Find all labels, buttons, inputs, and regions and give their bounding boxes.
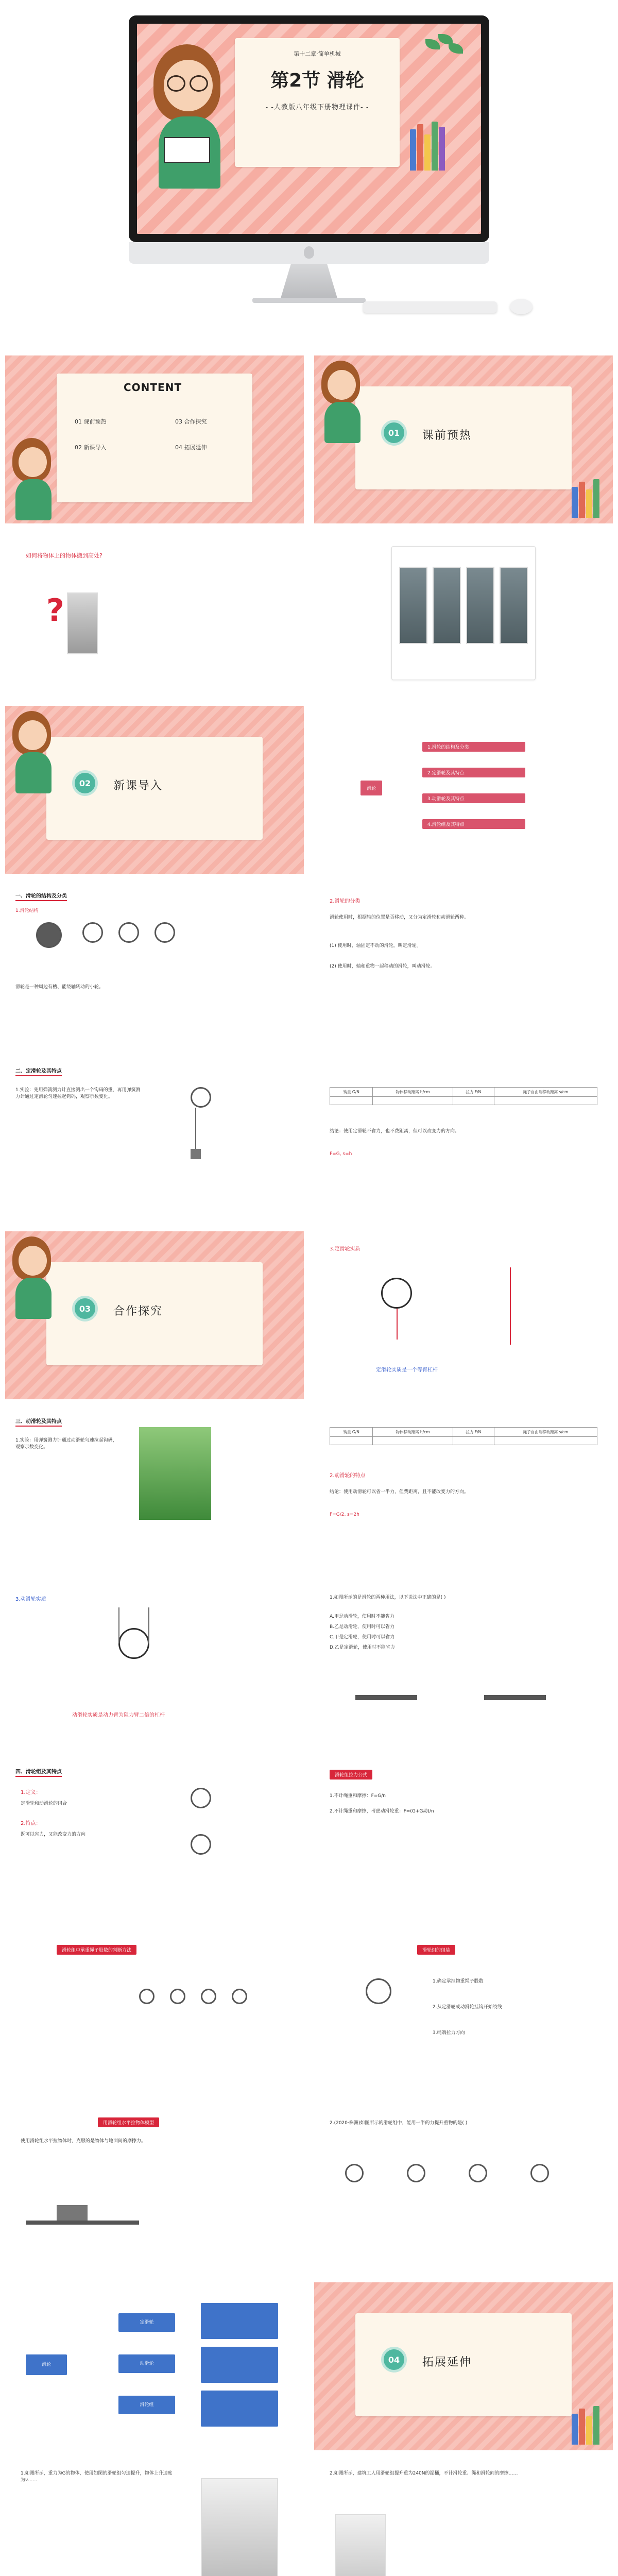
ext-question: 2.如图所示，建筑工人用滑轮组提升重为240N的泥桶，不计滑轮重、绳和滑轮间的摩擦…… [330,2471,518,2476]
section-number-badge: 02 [72,770,98,796]
table-header: 绳子自由端移动距离 s/cm [494,1428,597,1437]
ext-question: 1.如图所示，重力为G的物体，使用如图的滑轮组匀速提升，物体上升速度为v…… [21,2471,173,2483]
table-header: 绳子自由端移动距离 s/cm [494,1088,597,1097]
question-mark-icon: ? [46,592,64,629]
slide-quiz-2 [314,2107,613,2275]
moving-table [330,1427,597,1445]
classify-line-2: (1) 使用时，轴固定不动的滑轮，叫定滑轮。 [330,943,421,948]
contents-item-1: 01 课前预热 [75,418,107,425]
section-title: 合作探究 [113,1305,163,1318]
table-header: 拉力 F/N [453,1088,494,1097]
structure-body: 滑轮是一种周边有槽、能绕轴转动的小轮。 [15,985,104,990]
slide-heading: 3.动滑轮实质 [15,1597,46,1602]
monitor-stand [273,264,345,300]
pulley-photo [36,922,62,948]
slide-question [5,531,304,699]
quiz-option-d[interactable]: D.乙是定滑轮，使用时不能省力 [330,1645,395,1650]
group-diagram [191,1834,211,1855]
rule-diagram-3 [201,1989,216,2004]
section-title: 新课导入 [113,779,163,792]
books-stack [572,479,599,518]
design-line-3: 3.绳端拉力方向 [433,2030,465,2036]
slide-heading: 2.滑轮的分类 [330,899,360,904]
fixed-body: 1.实验：先用弹簧测力计直接测出一个钩码的重，再用弹簧测力计通过定滑轮匀速拉起钩码，观察示数变化。 [15,1088,141,1100]
formula-heading: 滑轮组拉力公式 [330,1770,372,1780]
girl-illustration [319,361,366,443]
formula-line-1: 1.不计绳重和摩擦：F=G/n [330,1793,386,1799]
cover-subtitle: - -人教版八年级下册物理课件- - [265,104,369,111]
slide-concept-map [5,2282,304,2450]
slide-fixed-pulley [5,1056,304,1224]
group-line-2: 定滑轮和动滑轮的组合 [21,1801,67,1806]
group-diagram [191,1788,211,1808]
design-line-1: 1.确定承担物重绳子股数 [433,1979,484,1984]
option-diagram-b[interactable] [407,2164,425,2182]
cover-chapter: 第十二章·简单机械 [294,50,341,57]
design-line-2: 2.从定滑轮或动滑轮挂钩开始绕线 [433,2005,502,2010]
slide-heading: 一、滑轮的结构及分类 [15,891,67,899]
girl-illustration [10,438,57,520]
group-line-4: 既可以省力，又能改变力的方向 [21,1832,86,1837]
girl-illustration [148,44,231,189]
slide-quiz-1 [314,1582,613,1750]
map-detail-3 [201,2391,278,2427]
map-node-3: 滑轮组 [118,2396,175,2414]
map-node-2: 动滑轮 [118,2354,175,2373]
table-header: 物体移动距离 h/cm [373,1428,453,1437]
keyboard [363,301,497,313]
slide-fixed-table [314,1056,613,1224]
fixed-pulley-diagram [191,1087,211,1108]
slide-horizontal [5,2107,304,2275]
contents-item-4: 04 拓展延伸 [175,444,207,451]
fixed-formula: F=G, s=h [330,1151,352,1157]
plant-decoration [425,34,467,65]
slide-moving-pulley [5,1406,304,1574]
slide-pulley-design [314,1932,613,2100]
option-diagram-c[interactable] [469,2164,487,2182]
slide-heading: 三、动滑轮及其特点 [15,1417,62,1425]
apple-logo-icon [304,246,314,259]
contents-heading: CONTENT [124,381,182,394]
pulley-diagram-1 [82,922,103,943]
map-root: 滑轮 [26,2354,67,2375]
photo-3 [466,567,494,644]
slide-heading: 二、定滑轮及其特点 [15,1066,62,1074]
table-header: 物体移动距离 h/cm [373,1088,453,1097]
quiz-option-b[interactable]: B.乙是动滑轮，使用时可以省力 [330,1624,395,1630]
menu-item-4[interactable]: 4.滑轮组及其特点 [422,819,525,829]
map-detail-1 [201,2303,278,2339]
pulley-diagram-2 [118,922,139,943]
rule-heading: 滑轮组中承重绳子股数的判断方法 [57,1945,136,1955]
table-header: 钩重 G/N [330,1088,373,1097]
section-number-badge: 01 [381,420,407,446]
slide-pulley-group [5,1757,304,1925]
slide-photo-strip [314,531,613,699]
books-stack [410,122,445,171]
classify-line-3: (2) 使用时，轴和重物一起移动的滑轮，叫动滑轮。 [330,964,435,969]
slide-formula [314,1757,613,1925]
hero-showcase [0,0,618,325]
moving-lever-diagram [118,1628,149,1659]
quiz-question: 1.如图所示的是滑轮的两种用法，以下说法中正确的是( ) [330,1595,446,1600]
menu-item-3[interactable]: 3.动滑轮及其特点 [422,793,525,803]
slide-fixed-essence [314,1231,613,1399]
girl-illustration [10,711,57,793]
moving-pulley-photo [139,1427,211,1520]
menu-item-1[interactable]: 1.滑轮的结构及分类 [422,742,525,752]
essence-caption: 定滑轮实质是一个等臂杠杆 [376,1367,438,1373]
moving-sub: 2.动滑轮的特点 [330,1473,366,1479]
moving-conclusion: 结论：使用动滑轮可以省一半力，但费距离，且不能改变力的方向。 [330,1489,469,1495]
mouse [510,299,533,314]
books-stack [572,2406,599,2445]
horizontal-body: 使用滑轮组水平拉物体时，克服的是物体与地面间的摩擦力。 [21,2139,146,2144]
slide-section-01 [314,355,613,523]
moving-body: 1.实验：用弹簧测力计通过动滑轮匀速拉起钩码，观察示数变化。 [15,1438,117,1450]
quiz-option-c[interactable]: C.甲是定滑轮，使用时可以省力 [330,1635,395,1640]
design-diagram [366,1978,391,2004]
slide-intro-menu [314,706,613,874]
group-line-1: 1.定义： [21,1790,41,1795]
monitor-stand-base [252,298,366,303]
sub-heading: 1.滑轮结构 [15,908,39,913]
map-node-1: 定滑轮 [118,2313,175,2332]
moving-formula: F=G/2, s=2h [330,1512,359,1517]
section-title: 课前预热 [422,429,472,442]
slide-rope-rule [5,1932,304,2100]
contents-item-3: 03 合作探究 [175,418,207,425]
cover-title: 第2节 滑轮 [270,70,364,91]
option-diagram-a[interactable] [345,2164,364,2182]
rule-diagram-4 [232,1989,247,2004]
girl-illustration [10,1236,57,1319]
group-line-3: 2.特点： [21,1821,41,1826]
classify-line-1: 滑轮使用时，根据轴的位置是否移动，又分为定滑轮和动滑轮两种。 [330,915,469,920]
rule-diagram-1 [139,1989,154,2004]
fixed-conclusion: 结论：使用定滑轮不省力，也不费距离，但可以改变力的方向。 [330,1129,460,1134]
slide-section-03 [5,1231,304,1399]
menu-tag: 滑轮 [360,781,382,795]
slide-section-02 [5,706,304,874]
slide-heading: 四、滑轮组及其特点 [15,1767,62,1775]
photo-2 [433,567,461,644]
slide-section-04 [314,2282,613,2450]
question-text: 如何将物体上的物体搬到高处? [26,552,102,559]
slide-contents [5,355,304,523]
rule-diagram-2 [170,1989,185,2004]
formula-line-2: 2.不计绳重和摩擦，考虑动滑轮重：F=(G+G动)/n [330,1809,434,1814]
worker-photo [67,592,98,654]
slide-ext-1 [5,2458,304,2576]
slide-ext-2 [314,2458,613,2576]
menu-item-2[interactable]: 2.定滑轮及其特点 [422,768,525,777]
quiz-question: 2.(2020·株洲)如图所示的滑轮组中，能用一半的力提升重物的是( ) [330,2121,468,2126]
map-detail-2 [201,2347,278,2383]
option-diagram-d[interactable] [530,2164,549,2182]
slide-moving-table [314,1406,613,1574]
design-heading: 滑轮组的组装 [417,1945,455,1955]
contents-item-2: 02 新课导入 [75,444,107,451]
section-title: 拓展延伸 [422,2356,472,2369]
table-header: 拉力 F/N [453,1428,494,1437]
fixed-table [330,1087,597,1105]
ext-diagram [335,2514,386,2576]
table-header: 钩重 G/N [330,1428,373,1437]
photo-4 [500,567,528,644]
cover-slide-preview [137,24,481,234]
slide-heading: 3.定滑轮实质 [330,1246,360,1252]
ext-diagram [201,2478,278,2576]
horizontal-heading: 用滑轮组水平拉物体模型 [98,2117,159,2127]
photo-1 [399,567,427,644]
quiz-option-a[interactable]: A.甲是动滑轮，使用时不能省力 [330,1614,394,1619]
section-number-badge: 04 [381,2347,407,2372]
monitor-frame [129,15,489,242]
pulley-diagram-3 [154,922,175,943]
essence-caption: 动滑轮实质是动力臂为阻力臂二倍的杠杆 [72,1713,165,1718]
slide-classify [314,881,613,1049]
section-number-badge: 03 [72,1296,98,1321]
slide-moving-essence [5,1582,304,1750]
slide-structure [5,881,304,1049]
lever-pulley-diagram [381,1278,412,1309]
